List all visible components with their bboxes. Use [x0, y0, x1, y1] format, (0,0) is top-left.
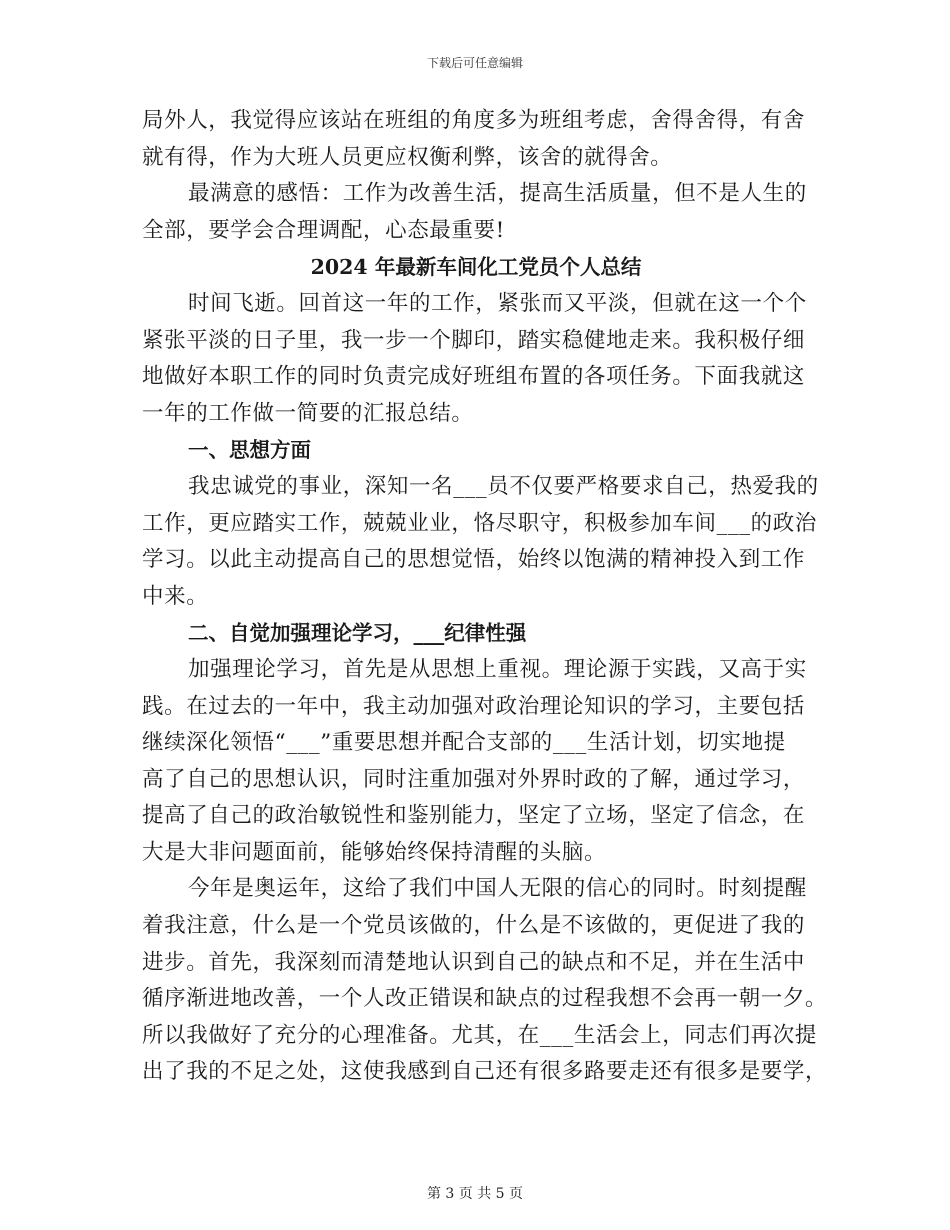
text-line: 继续深化领悟“___”重要思想并配合支部的___生活计划，切实地提 — [142, 730, 786, 756]
text-line: 大是大非问题面前，能够始终保持清醒的头脑。 — [142, 839, 607, 865]
text-line: 出了我的不足之处，这使我感到自己还有很多路要走还有很多是要学， — [142, 1059, 828, 1085]
text-line: 提高了自己的政治敏锐性和鉴别能力，坚定了立场，坚定了信念，在 — [142, 803, 806, 829]
section-heading-2: 二、自觉加强理论学习，___纪律性强 — [188, 621, 527, 646]
document-title: 2024 年最新车间化工党员个人总结 — [310, 255, 642, 280]
text-line: 加强理论学习，首先是从思想上重视。理论源于实践，又高于实 — [188, 656, 807, 682]
text-line: 中来。 — [142, 583, 209, 609]
text-line: 学习。以此主动提高自己的思想觉悟，始终以饱满的精神投入到工作 — [142, 547, 806, 573]
text-line: 践。在过去的一年中，我主动加强对政治理论知识的学习，主要包括 — [142, 693, 806, 719]
text-line: 地做好本职工作的同时负责完成好班组布置的各项任务。下面我就这 — [142, 364, 806, 390]
page-footer: 第 3 页 共 5 页 — [426, 1186, 524, 1202]
page-header: 下载后可任意编辑 — [426, 56, 523, 70]
text-line: 局外人，我觉得应该站在班组的角度多为班组考虑，舍得舍得，有舍 — [142, 108, 806, 133]
text-line: 就有得，作为大班人员更应权衡利弊，该舍的就得舍。 — [142, 144, 673, 170]
paragraph-4 — [142, 469, 819, 615]
text-line: 一年的工作做一简要的汇报总结。 — [142, 400, 474, 426]
text-line: 今年是奥运年，这给了我们中国人无限的信心的同时。时刻提醒 — [188, 876, 807, 902]
paragraph-3 — [142, 286, 810, 432]
text-line: 时间飞逝。回首这一年的工作，紧张而又平淡，但就在这一个个 — [188, 290, 807, 316]
text-line: 我忠诚党的事业，深知一名___员不仅要严格要求自己，热爱我的 — [188, 473, 819, 499]
document-body — [142, 103, 828, 1091]
text-line: 循序渐进地改善，一个人改正错误和缺点的过程我想不会再一朝一夕。 — [142, 986, 828, 1012]
text-line: 工作，更应踏实工作，兢兢业业，恪尽职守，积极参加车间___的政治 — [142, 510, 817, 536]
paragraph-6 — [142, 871, 828, 1091]
text-line: 高了自己的思想认识，同时注重加强对外界时政的了解，通过学习， — [142, 766, 806, 792]
text-line: 进步。首先，我深刻而清楚地认识到自己的缺点和不足，并在生活中 — [142, 949, 806, 975]
paragraph-1 — [142, 103, 810, 176]
section-heading-1: 一、思想方面 — [188, 438, 311, 463]
paragraph-2 — [142, 176, 810, 249]
text-line: 紧张平淡的日子里，我一步一个脚印，踏实稳健地走来。我积极仔细 — [142, 327, 806, 353]
text-line: 着我注意，什么是一个党员该做的，什么是不该做的，更促进了我的 — [142, 913, 806, 939]
text-line: 所以我做好了充分的心理准备。尤其，在___生活会上，同志们再次提 — [142, 1022, 817, 1048]
paragraph-5 — [142, 652, 810, 872]
text-line: 最满意的感悟：工作为改善生活，提高生活质量，但不是人生的 — [188, 181, 807, 207]
text-line: 全部，要学会合理调配，心态最重要! — [142, 217, 505, 243]
